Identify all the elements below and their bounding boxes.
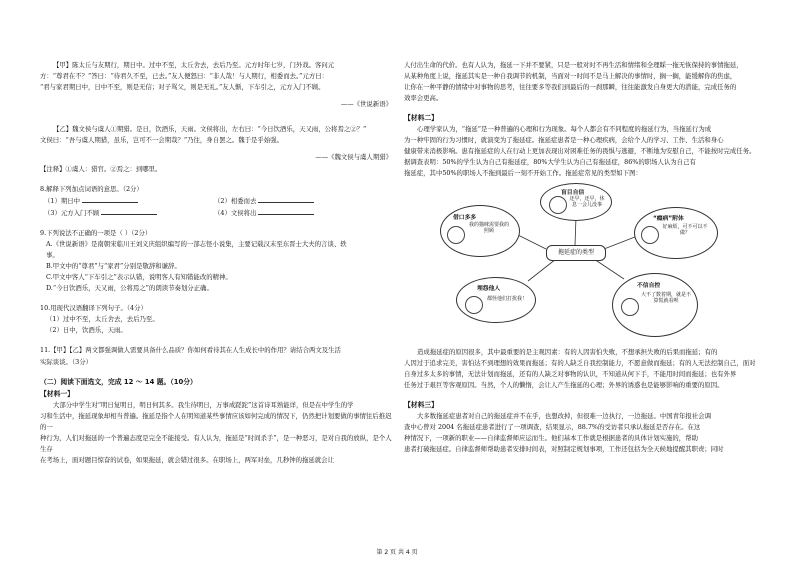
right-column bbox=[404, 60, 756, 455]
material-2-line: 据调查表明：50%的学生认为自己有拖延症，80%大学生认为自己有拖延症，86%的职场人认为自己有 bbox=[404, 158, 696, 166]
continued-line: 人付出生命的代价。也有人认为，拖延一下并不要紧，只是一般对时不再生活和情绪和全理睬一拖无恢保持的事情拖延， bbox=[404, 61, 743, 69]
jia-para-2: 方：“尊君在不？”答曰：“待君久不至，已去。”友人便怒曰：“非人哉！与人期行，相委而去。”元方曰： bbox=[40, 72, 328, 80]
q10-item: （2）日中，饮酒乐，天雨。 bbox=[46, 326, 127, 334]
annotation: 【注释】①虞人：猎官。②焉之：到哪里。 bbox=[40, 165, 162, 173]
material-3-heading: 【材料三】 bbox=[404, 401, 438, 409]
question-8: 8.解释下列加点词语的意思。（2分） bbox=[40, 185, 143, 193]
type-title: 借口多多 bbox=[453, 215, 477, 221]
continued-line: 效率会更高。 bbox=[404, 94, 443, 102]
material-2-line: 健康带来消极影响。患有拖延症的人在行动上更加表现出对困难任务的畏惧与逃避，不断地为安慰自己，不能按时完成任务。 bbox=[404, 147, 756, 155]
diagram-center: 拖延症的类型 bbox=[546, 245, 606, 261]
q9-option: C.甲文中客人“下车引之”表示认错，说明客人有知错能改的精神。 bbox=[46, 273, 232, 281]
type-text: 好麻烦，可不可以不做？ bbox=[662, 224, 708, 236]
question-11-cont: 实际谈谈。（3分） bbox=[40, 358, 92, 366]
face-icon bbox=[641, 226, 659, 244]
type-text: 都怪他们打扰我！ bbox=[486, 296, 527, 302]
type-text: 还早，还早，休息一会儿没事 bbox=[569, 196, 605, 208]
material-2-line: 心理学家认为，“拖延”是一种普遍的心理和行为现象。每个人都会有不同程度的拖延行为，当拖延行为成 bbox=[417, 125, 712, 133]
q9-option: D.“今日饮酒乐，天又雨，公将焉之”的朗读节奏划分正确。 bbox=[46, 284, 213, 292]
type-blind-confidence bbox=[540, 183, 612, 221]
answer-blank[interactable] bbox=[82, 196, 138, 203]
after-diagram-line: 自身过多太多的事情，无法计划而拖延，还有的人缺乏对事物的认识，不知道从何下手，不能用时间而拖延；也有外界 bbox=[404, 370, 737, 378]
face-icon bbox=[549, 196, 567, 214]
q9-option: B.甲文中的“尊君”与“家君”分别是敬辞和谦辞。 bbox=[46, 262, 181, 270]
after-diagram-line: 造成拖延症的原因很多，其中最重要的是主观因素：有的人因害怕失败，不想承担失败的后果而拖延；有的 bbox=[417, 348, 718, 356]
after-diagram-line: 任务过于艰巨等客观原因。当然，个人的懒惰，会让人产生拖延的心理；外界的诱惑也是能够影响的重要的原因。 bbox=[404, 381, 724, 389]
material-2-line: 为一种牢固的行为习惯时，就演变为了拖延症。拖延症患者是一种心理疾病，会给个人的学习、工作、生活和身心 bbox=[404, 136, 724, 144]
type-addiction bbox=[634, 207, 718, 259]
q8-item: （1）期日中 bbox=[44, 195, 214, 207]
continued-line: 从某种角度上说，拖延其实是一种自我调节的机制，当面对一时间不是马上解决的事情时，搁一搁，能缓解你的焦虑， bbox=[404, 72, 737, 80]
procrastination-types-diagram bbox=[428, 183, 728, 341]
left-column bbox=[40, 60, 392, 466]
material-3-line: 种情况下，一项新的职业——自律监督师应运而生。他们基本工作就是根据患者的具体计划实施的，帮助 bbox=[404, 434, 698, 442]
q9-option: 事。 bbox=[46, 251, 59, 259]
yi-para-2: 文侯曰：“吾与虞人期猎，虽乐，岂可不一会期哉？”乃往，身自罢之。魏于是乎始强。 bbox=[40, 136, 283, 144]
q10-item: （1）过中不至，太丘舍去，去后乃至。 bbox=[46, 315, 159, 323]
question-10: 10.用现代汉语翻译下列句子。（4分） bbox=[40, 304, 147, 312]
answer-blank[interactable] bbox=[101, 208, 157, 215]
material-1-heading: 【材料一】 bbox=[40, 390, 74, 398]
jia-para-1: 【甲】陈太丘与友期行，期日中。过中不至，太丘舍去，去后乃至。元方时年七岁，门外戏。客问元 bbox=[53, 61, 335, 69]
yi-para-1: 【乙】魏文侯与虞人①期猎。是日，饮酒乐，天雨。文侯将出，左右曰：“今日饮酒乐，天又雨，公将焉之②？” bbox=[53, 125, 367, 133]
answer-blank[interactable] bbox=[258, 208, 314, 215]
type-title: 不信自控 bbox=[637, 283, 661, 289]
type-no-self-control bbox=[612, 273, 698, 337]
material-1-line: 在考场上，面对题目惊奋的试卷，如果拖延，就会错过很多。在职场上，两军对垒，几秒钟的拖延就会让 bbox=[40, 456, 334, 464]
q8-item: （4）文侯将出 bbox=[214, 207, 384, 219]
type-text: 大不了数着期，就是不算慌就看呗 bbox=[641, 292, 692, 304]
q8-item: （3）元方入门不顾 bbox=[44, 207, 214, 219]
material-3-line: 患者打破拖延症。自律监督师帮助患者安排时间表，对照制定规划事项，工作还包括为全天候地提醒其职责；同时 bbox=[404, 445, 724, 453]
material-1-line: 习和生活中，拖延现象却相当普遍。拖延是指个人在明知道某些事情应该如何完成的情况下，仍然把计划要做的事情往后推迟的一 bbox=[40, 412, 392, 431]
jia-source: ——《世说新语》 bbox=[340, 100, 392, 108]
answer-blank[interactable] bbox=[258, 196, 314, 203]
q8-item: （2）相委而去 bbox=[214, 195, 384, 207]
type-blame-others bbox=[456, 277, 536, 323]
material-2-line: 拖延症，其中50%的职场人不拖到最后一刻不开始工作。拖延症常见的类型如下图： bbox=[404, 169, 642, 177]
page-footer: 第 2 页 共 4 页 bbox=[376, 549, 418, 556]
face-icon bbox=[621, 298, 639, 316]
after-diagram-line: 人因过于追求完美，害怕达不到理想的效果而拖延；有的人缺乏自我控制能力，不愿意做而拖延；有的人无法控制自己，面对 bbox=[404, 359, 756, 367]
material-1-line: 大部分中学生对“明日复明日，明日何其多。我生待明日，万事成蹉跎”这首诗耳熟能详，但是在中学生的学 bbox=[53, 401, 354, 409]
type-title: “瘾病”附体 bbox=[653, 216, 684, 222]
material-2-heading: 【材料二】 bbox=[404, 114, 438, 122]
type-many-excuses bbox=[440, 205, 520, 257]
type-title: 盲目自信 bbox=[561, 190, 585, 196]
face-icon bbox=[465, 296, 483, 314]
jia-para-3: “君与家君期日中，日中不至，则是无信；对子骂父，则是无礼。”友人惭，下车引之，元方入门不顾。 bbox=[40, 83, 325, 91]
continued-line: 让你在一种平静的情绪中对事物的思考，往往要多等我们到最后的一刹那瞬，往往能激发自身更大的潜能，完成任务的 bbox=[404, 83, 737, 91]
question-11: 11.【甲】【乙】两文都强调做人需要具备什么品质？你如何看待其在人生成长中的作用？请结合两文及生活 bbox=[40, 346, 341, 354]
material-3-line: 大多数拖延症患者对自己的拖延症并不在乎，也想改掉，但很难一边执行，一边拖延。中国青年报社会调 bbox=[417, 412, 711, 420]
type-title: 埋怨他人 bbox=[477, 286, 501, 292]
yi-source: ——《魏文侯与虞人期猎》 bbox=[315, 153, 392, 161]
section-2-heading: （二）阅读下面选文，完成 12 ～ 14 题。（10分） bbox=[40, 378, 197, 386]
question-9: 9.下列说法不正确的一项是（ ）（2分） bbox=[40, 229, 152, 237]
q9-option: A.《世说新语》是南朝宋临川王刘义庆组织编写的一部志怪小说集，主要记载汉末至东晋士大夫的言谈、轶 bbox=[46, 240, 347, 248]
material-1-line: 种行为，人们对拖延的一个普遍态度是完全不能接受。有人认为，拖延是“时间杀手”，是一种恶习，是对自我的放纵，是个人生存 bbox=[40, 434, 392, 453]
type-text: 我的猫咪需要我的照顾 bbox=[468, 222, 509, 234]
cat-icon bbox=[447, 226, 465, 244]
question-8-items bbox=[40, 195, 392, 219]
material-3-line: 查中心曾对 2004 名拖延症患者进行了一项调查，结果显示，88.7%的受访者只承认拖延是否存在。在这 bbox=[404, 423, 701, 431]
